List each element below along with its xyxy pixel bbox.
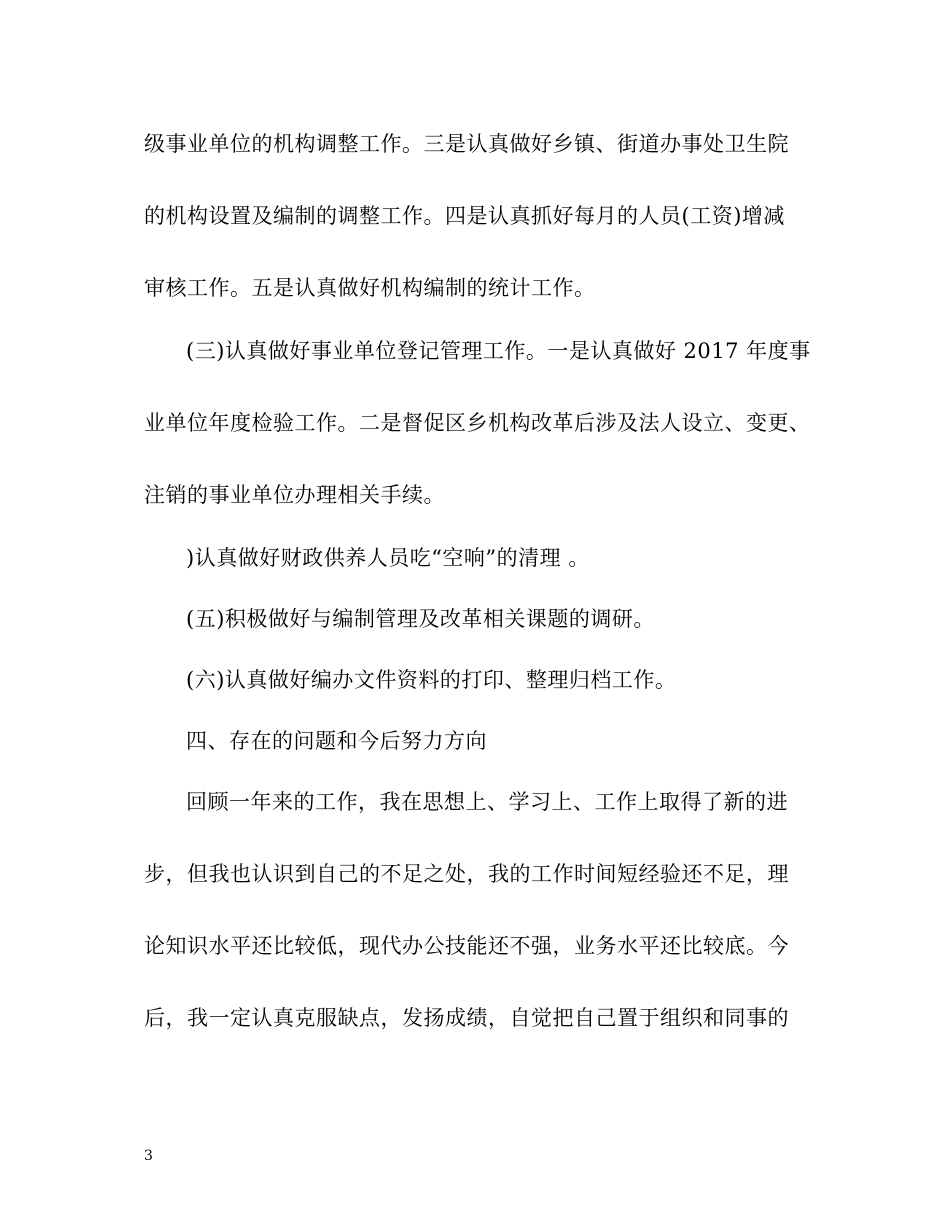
paragraph-line: 注销的事业单位办理相关手续。	[144, 483, 445, 507]
paragraph-line: 业单位年度检验工作。二是督促区乡机构改革后涉及法人设立、变更、	[144, 411, 811, 435]
section-heading: 四、存在的问题和今后努力方向	[186, 729, 487, 753]
paragraph-line: 级事业单位的机构调整工作。三是认真做好乡镇、街道办事处卫生院	[144, 132, 789, 156]
paragraph-line: 论知识水平还比较低，现代办公技能还不强，业务水平还比较底。今	[144, 934, 789, 958]
paragraph-line: 审核工作。五是认真做好机构编制的统计工作。	[144, 276, 596, 300]
paragraph-line: )认真做好财政供养人员吃“空响”的清理 。	[186, 546, 590, 570]
paragraph-line: (三)认真做好事业单位登记管理工作。一是认真做好 2017 年度事	[186, 339, 811, 363]
paragraph-line: 回顾一年来的工作，我在思想上、学习上、工作上取得了新的进	[186, 790, 788, 814]
page-number: 3	[144, 1148, 153, 1164]
paragraph-line: 的机构设置及编制的调整工作。四是认真抓好每月的人员(工资)增减	[144, 204, 785, 228]
paragraph-line: 后，我一定认真克服缺点，发扬成绩，自觉把自己置于组织和同事的	[144, 1006, 789, 1030]
paragraph-line: (五)积极做好与编制管理及改革相关课题的调研。	[186, 607, 655, 631]
paragraph-line: (六)认真做好编办文件资料的打印、整理归档工作。	[186, 668, 677, 692]
paragraph-line: 步，但我也认识到自己的不足之处，我的工作时间短经验还不足，理	[144, 862, 789, 886]
